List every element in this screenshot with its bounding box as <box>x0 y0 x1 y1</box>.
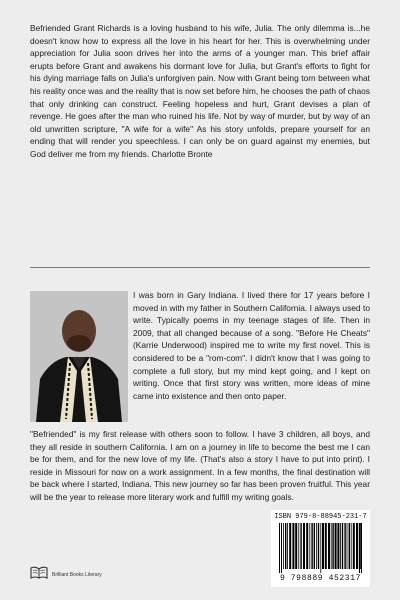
section-divider <box>30 267 370 268</box>
barcode-bar <box>351 523 352 569</box>
barcode-bar <box>335 523 337 569</box>
barcode-bar <box>337 523 339 569</box>
barcode-bar <box>320 523 321 573</box>
barcode-bar <box>306 523 308 569</box>
barcode-bar <box>328 523 330 569</box>
barcode-bar <box>300 523 301 569</box>
barcode-bar <box>318 523 319 569</box>
barcode-bar <box>281 523 282 573</box>
back-cover-synopsis: Befriended Grant Richards is a loving husband to his wife, Julia. The only dilemma is...he doesn't know how to express all the love in his heart for her. This is overwhelming under appreciation for Julia soon drives her into the arms of a younger man. This brief affair erupts before Grant and awakens his dormant love for Julia, but Grant's efforts to fight for his dying marriage falls on Julia's unforgiven pain. Now with Grant being torn between what his reality once was and the reality that is now set before him, he chooses the path of chaos that only drinking can construct. Feeling hopeless and hurt, Grant devises a plan of revenge. He goes after the man who ruined his life. Not by way of murder, but by way of an old unwritten scripture, "A wife for a wife" As his story unfolds, prepare yourself for an ending that will render you speechless. I can only be on guard against my enemies, but God deliver me from my friends. Charlotte Bronte <box>30 23 370 159</box>
barcode-bar <box>285 523 286 569</box>
barcode-bar <box>344 523 345 569</box>
barcode-bar <box>361 523 362 573</box>
isbn-label: ISBN 979-8-88945-231-7 <box>274 513 367 521</box>
barcode-bar <box>314 523 315 569</box>
barcode-bar <box>325 523 327 569</box>
barcode-bar <box>353 523 355 569</box>
barcode-bar <box>309 523 310 569</box>
author-bio-continued: "Befriended" is my first release with others soon to follow. I have 3 children, all boys, and they all reside in southern California. I am on a journey in life to become the best me I can be for them, and for the new love of my life. (That's also a story I have to put into print). I reside in Missouri for now on a work assignment. In a few months, the final destination will be back where I started, Indiana. This new journey so far has been proven fruitful. This year will be the year to release more literary work and fulfill my writing goals. <box>30 429 370 502</box>
barcode-bar <box>292 523 294 569</box>
barcode-bar <box>359 523 360 573</box>
barcode-bar <box>342 523 343 569</box>
author-photo <box>30 291 128 422</box>
isbn-barcode <box>271 510 370 587</box>
barcode-bar <box>316 523 317 569</box>
barcode-bar <box>332 523 333 569</box>
publisher-logo <box>30 566 102 584</box>
barcode-bar <box>289 523 291 569</box>
author-bio-intro: I was born in Gary Indiana. I lived there for 17 years before I moved in with my father in Southern California. I always used to write. Typically poems in my teenage stages of life. Then in 2009, that all changed because of a song. "Before He Cheats" (Karrie Underwood) inspired me to write my first novel. This is considered to be a "rom-com". I didn't know that I was going to complete a full story, but my mind kept going, and I kept on writing. Once that first story was written, more ideas of mine came into existence and then onto paper. <box>133 290 370 401</box>
barcode-bar <box>356 523 358 569</box>
barcode-bar <box>311 523 312 569</box>
barcode-bar <box>340 523 341 569</box>
barcode-bar <box>295 523 297 569</box>
barcode-bar <box>279 523 280 573</box>
barcode-bar <box>303 523 305 569</box>
barcode-bar <box>331 523 332 569</box>
open-book-icon <box>30 566 48 584</box>
barcode-bar <box>298 523 299 569</box>
barcode-bars <box>277 523 364 573</box>
barcode-bar <box>287 523 288 569</box>
barcode-bar <box>283 523 284 569</box>
barcode-bar <box>349 523 350 569</box>
publisher-name: Brilliant Books Literary <box>52 572 102 578</box>
author-portrait-graphic <box>30 291 128 422</box>
barcode-bar <box>347 523 348 569</box>
barcode-bar <box>322 523 324 569</box>
barcode-digits: 9 798889 452317 <box>279 574 361 583</box>
